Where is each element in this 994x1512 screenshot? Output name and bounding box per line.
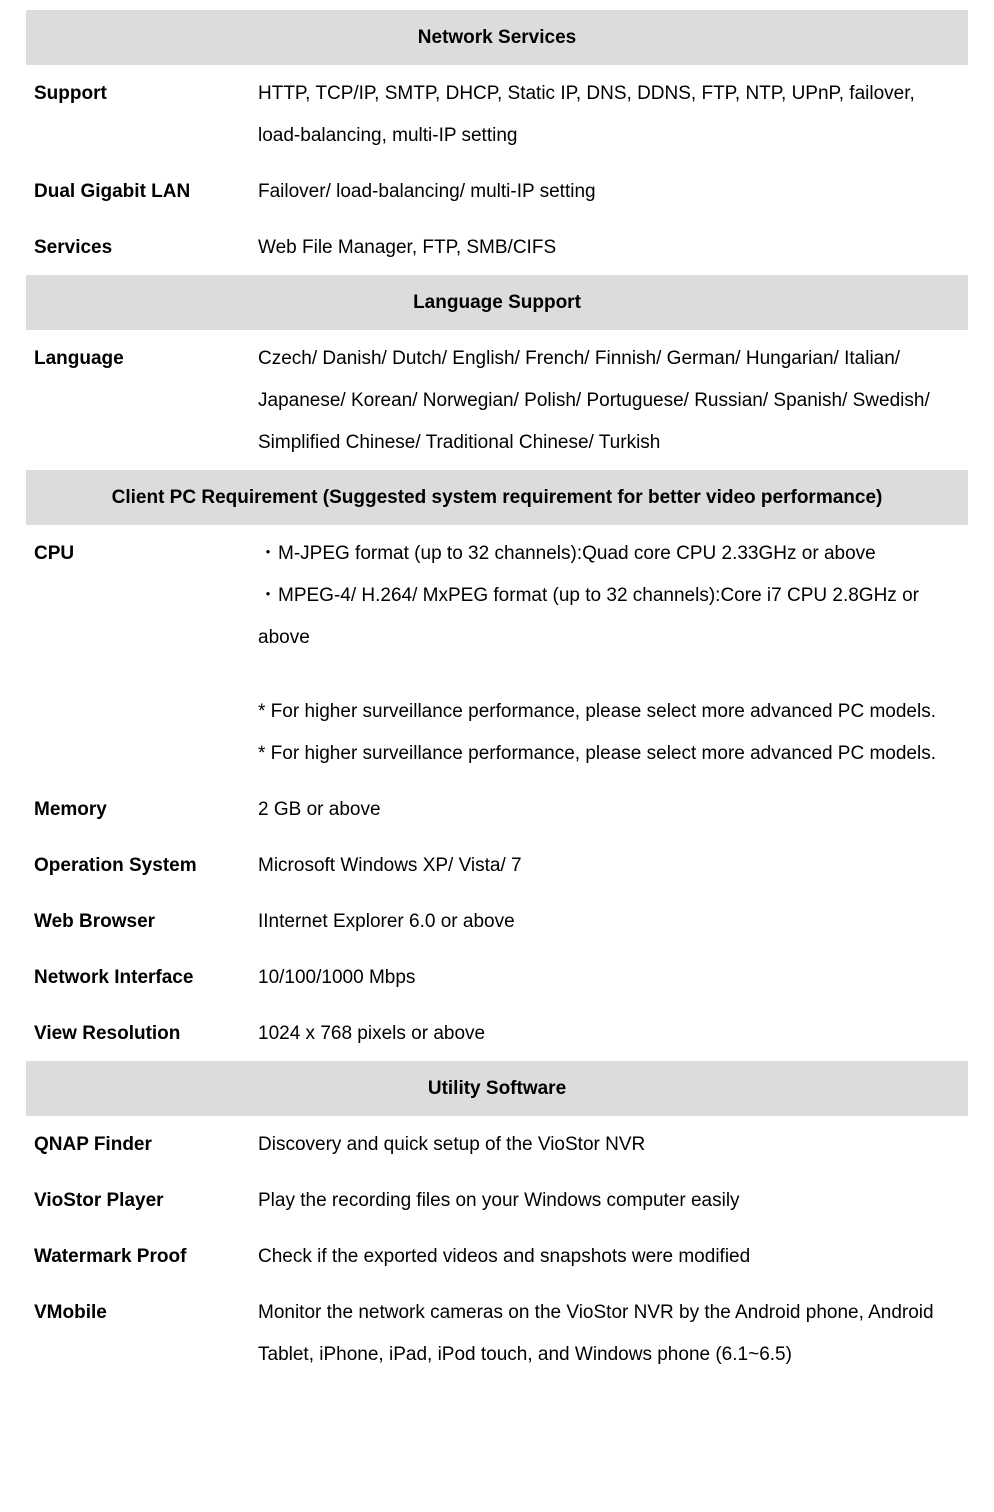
spec-row-dual-gigabit-lan <box>26 163 968 219</box>
spec-row-viostor-player <box>26 1172 968 1228</box>
row-label: Services <box>34 237 113 258</box>
row-label: Dual Gigabit LAN <box>34 181 191 202</box>
row-label: VioStor Player <box>34 1190 164 1211</box>
row-label: View Resolution <box>34 1023 181 1044</box>
row-value <box>258 338 968 464</box>
row-label: QNAP Finder <box>34 1134 152 1155</box>
section-header-utility-software: Utility Software <box>26 1061 968 1116</box>
row-value <box>258 533 968 775</box>
spec-row-support <box>26 65 968 163</box>
bullet-dot: ・ <box>258 585 278 606</box>
footnote: * For higher surveillance performance, please select more advanced PC models. <box>258 701 936 722</box>
value-line: Simplified Chinese/ Traditional Chinese/ Turkish <box>258 432 661 453</box>
row-value: 10/100/1000 Mbps <box>258 967 416 988</box>
footnote: * For higher surveillance performance, please select more advanced PC models. <box>258 743 936 764</box>
spec-row-view-resolution <box>26 1005 968 1061</box>
bullet-text: MPEG-4/ H.264/ MxPEG format (up to 32 channels):Core i7 CPU 2.8GHz or <box>278 585 919 606</box>
spec-row-cpu <box>26 525 968 781</box>
spec-row-vmobile <box>26 1284 968 1382</box>
spec-row-memory <box>26 781 968 837</box>
spec-row-web-browser <box>26 893 968 949</box>
value-line: Czech/ Danish/ Dutch/ English/ French/ Finnish/ German/ Hungarian/ Italian/ <box>258 348 901 369</box>
row-label: Operation System <box>34 855 197 876</box>
row-label: Support <box>34 83 107 104</box>
row-label: VMobile <box>34 1302 107 1323</box>
row-value: Microsoft Windows XP/ Vista/ 7 <box>258 855 522 876</box>
spec-row-network-interface <box>26 949 968 1005</box>
section-header-language-support: Language Support <box>26 275 968 330</box>
row-value: 2 GB or above <box>258 799 381 820</box>
row-label: Web Browser <box>34 911 156 932</box>
spec-table <box>26 10 968 1382</box>
value-line: Japanese/ Korean/ Norwegian/ Polish/ Portuguese/ Russian/ Spanish/ Swedish/ <box>258 390 930 411</box>
value-line: Tablet, iPhone, iPad, iPod touch, and Windows phone (6.1~6.5) <box>258 1344 792 1365</box>
section-header-client-pc-requirement: Client PC Requirement (Suggested system requirement for better video performance) <box>26 470 968 525</box>
value-line: HTTP, TCP/IP, SMTP, DHCP, Static IP, DNS, DDNS, FTP, NTP, UPnP, failover, <box>258 83 915 104</box>
bullet-item <box>258 533 968 575</box>
section-header-network-services: Network Services <box>26 10 968 65</box>
row-label: Network Interface <box>34 967 194 988</box>
blank-line <box>258 659 968 691</box>
bullet-item <box>258 575 968 617</box>
row-value: 1024 x 768 pixels or above <box>258 1023 486 1044</box>
row-value: Failover/ load-balancing/ multi-IP setting <box>258 181 596 202</box>
row-label: CPU <box>34 543 75 564</box>
row-value: Play the recording files on your Windows computer easily <box>258 1190 740 1211</box>
spec-row-operation-system <box>26 837 968 893</box>
spec-row-watermark-proof <box>26 1228 968 1284</box>
value-line: above <box>258 627 310 648</box>
bullet-text: M-JPEG format (up to 32 channels):Quad core CPU 2.33GHz or above <box>278 543 876 564</box>
row-value: Web File Manager, FTP, SMB/CIFS <box>258 237 557 258</box>
spec-row-language <box>26 330 968 470</box>
row-value: Discovery and quick setup of the VioStor NVR <box>258 1134 646 1155</box>
value-line: load-balancing, multi-IP setting <box>258 125 518 146</box>
value-line: Monitor the network cameras on the VioStor NVR by the Android phone, Android <box>258 1302 934 1323</box>
row-label: Watermark Proof <box>34 1246 187 1267</box>
row-label: Memory <box>34 799 107 820</box>
row-value: IInternet Explorer 6.0 or above <box>258 911 515 932</box>
row-value <box>258 1292 968 1376</box>
spec-row-qnap-finder <box>26 1116 968 1172</box>
spec-row-services <box>26 219 968 275</box>
row-value: Check if the exported videos and snapshots were modified <box>258 1246 751 1267</box>
row-value <box>258 73 968 157</box>
row-label: Language <box>34 348 124 369</box>
bullet-dot: ・ <box>258 543 278 564</box>
